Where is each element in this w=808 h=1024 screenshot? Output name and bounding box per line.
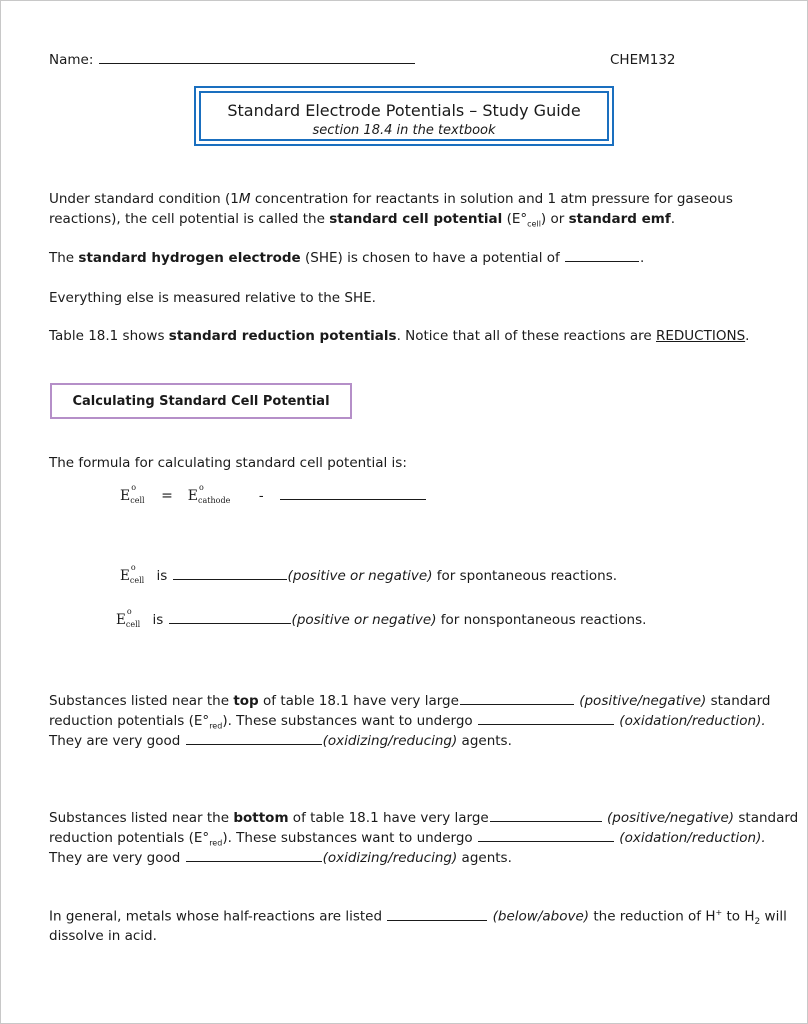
term-top: top bbox=[233, 693, 259, 709]
hint: (oxidation/reduction). bbox=[619, 830, 766, 846]
term-standard-emf: standard emf bbox=[568, 211, 671, 227]
formula-intro: The formula for calculating standard cell potential is: bbox=[49, 455, 407, 471]
subscript-cell: cell bbox=[130, 496, 145, 505]
text: M bbox=[238, 191, 251, 207]
hint: (oxidizing/reducing) bbox=[322, 733, 458, 749]
course-code: CHEM132 bbox=[610, 52, 676, 68]
term-standard-cell-potential: standard cell potential bbox=[329, 211, 503, 227]
minus-sign: - bbox=[258, 488, 264, 504]
term-standard-reduction-potentials: standard reduction potentials bbox=[168, 328, 397, 344]
symbol-E: E bbox=[120, 488, 131, 504]
subscript-cathode: cathode bbox=[198, 496, 231, 505]
text: for nonspontaneous reactions. bbox=[436, 612, 647, 628]
name-blank[interactable] bbox=[99, 62, 415, 64]
hint: (positive or negative) bbox=[291, 612, 437, 628]
text: (SHE) is chosen to have a potential of bbox=[300, 250, 565, 266]
intro-p4 bbox=[49, 328, 749, 344]
section-heading-box bbox=[50, 383, 352, 419]
bottom-para-line1 bbox=[49, 810, 798, 826]
text: They are very good bbox=[49, 733, 185, 749]
top-para-line3 bbox=[49, 733, 512, 749]
text: for spontaneous reactions. bbox=[432, 568, 618, 584]
title-box bbox=[194, 86, 614, 146]
text: Under standard condition (1 bbox=[49, 191, 239, 207]
degree-mark: o bbox=[126, 607, 132, 616]
hint: (positive or negative) bbox=[287, 568, 433, 584]
intro-p1-line2 bbox=[49, 211, 675, 229]
hint: (below/above) bbox=[492, 908, 590, 925]
text: of table 18.1 have very large bbox=[288, 810, 489, 826]
text: agents. bbox=[457, 850, 512, 866]
top-process-blank[interactable] bbox=[478, 723, 614, 725]
text: will bbox=[760, 908, 787, 925]
hint: (positive/negative) bbox=[579, 693, 707, 709]
intro-p2 bbox=[49, 250, 644, 266]
term-reductions: REDUCTIONS bbox=[656, 328, 746, 344]
subscript-cell: cell bbox=[129, 576, 145, 585]
top-sign-blank[interactable] bbox=[460, 703, 574, 705]
text: ). These substances want to undergo bbox=[222, 830, 477, 846]
bottom-sign-blank[interactable] bbox=[490, 820, 602, 822]
text: agents. bbox=[457, 733, 512, 749]
formula-line bbox=[120, 483, 427, 505]
text: The bbox=[49, 250, 79, 266]
hint: (positive/negative) bbox=[607, 810, 735, 826]
text: Substances listed near the bbox=[49, 810, 234, 826]
nonspontaneous-blank[interactable] bbox=[169, 622, 291, 624]
degree-mark: o bbox=[131, 483, 137, 492]
general-line2: dissolve in acid. bbox=[49, 928, 157, 944]
text: ) or bbox=[540, 211, 569, 227]
text: to H bbox=[722, 908, 755, 925]
subscript-cell: cell bbox=[125, 620, 141, 629]
hint: (oxidation/reduction). bbox=[619, 713, 766, 729]
subscript: cell bbox=[527, 219, 541, 229]
symbol-E: E bbox=[120, 568, 130, 584]
subscript-2: 2 bbox=[754, 917, 761, 928]
title-box-inner bbox=[199, 91, 609, 141]
top-para-line1 bbox=[49, 693, 770, 709]
bottom-process-blank[interactable] bbox=[478, 840, 614, 842]
text: . Notice that all of these reactions are bbox=[396, 328, 656, 344]
she-potential-blank[interactable] bbox=[565, 260, 639, 262]
degree-mark: o bbox=[199, 483, 204, 492]
text: standard bbox=[734, 810, 799, 826]
section-heading: Calculating Standard Cell Potential bbox=[72, 394, 330, 409]
symbol-E: E bbox=[187, 488, 199, 504]
subscript: red bbox=[209, 838, 223, 848]
text: is bbox=[156, 568, 168, 584]
superscript-plus: + bbox=[715, 908, 723, 917]
spontaneous-blank[interactable] bbox=[173, 578, 287, 580]
intro-p1-line1 bbox=[49, 191, 733, 207]
bottom-para-line3 bbox=[49, 850, 512, 866]
formula-blank[interactable] bbox=[280, 498, 426, 500]
text: standard bbox=[706, 693, 771, 709]
text: reactions), the cell potential is called the bbox=[49, 211, 330, 227]
text: Table 18.1 shows bbox=[49, 328, 169, 344]
subscript: red bbox=[209, 721, 223, 731]
page-subtitle: section 18.4 in the textbook bbox=[312, 123, 496, 138]
text: reduction potentials (E° bbox=[49, 830, 210, 846]
text: Substances listed near the bbox=[49, 693, 234, 709]
degree-mark: o bbox=[130, 563, 136, 572]
text: (E° bbox=[502, 211, 528, 227]
intro-p3: Everything else is measured relative to the SHE. bbox=[49, 290, 376, 306]
term-bottom: bottom bbox=[233, 810, 289, 826]
text: In general, metals whose half-reactions are listed bbox=[49, 908, 387, 925]
text: reduction potentials (E° bbox=[49, 713, 210, 729]
general-blank[interactable] bbox=[387, 919, 487, 921]
text: They are very good bbox=[49, 850, 185, 866]
spontaneous-line bbox=[120, 563, 618, 585]
text: the reduction of H bbox=[589, 908, 716, 925]
name-label-row bbox=[49, 52, 416, 68]
name-label: Name: bbox=[49, 52, 94, 68]
text: . bbox=[640, 250, 645, 266]
bottom-agent-blank[interactable] bbox=[186, 860, 322, 862]
term-she: standard hydrogen electrode bbox=[78, 250, 301, 266]
hint: (oxidizing/reducing) bbox=[322, 850, 458, 866]
text: concentration for reactants in solution and 1 atm pressure for gaseous bbox=[250, 191, 733, 207]
top-agent-blank[interactable] bbox=[186, 743, 322, 745]
text: ). These substances want to undergo bbox=[222, 713, 477, 729]
page-title: Standard Electrode Potentials – Study Guide bbox=[227, 101, 581, 120]
general-line1 bbox=[49, 908, 787, 927]
symbol-E: E bbox=[116, 612, 126, 628]
text: . bbox=[670, 211, 675, 227]
top-para-line2 bbox=[49, 713, 766, 731]
bottom-para-line2 bbox=[49, 830, 766, 848]
text: of table 18.1 have very large bbox=[258, 693, 459, 709]
equals-sign: = bbox=[161, 488, 173, 504]
text: is bbox=[152, 612, 164, 628]
nonspontaneous-line bbox=[116, 607, 647, 629]
text: . bbox=[745, 328, 750, 344]
